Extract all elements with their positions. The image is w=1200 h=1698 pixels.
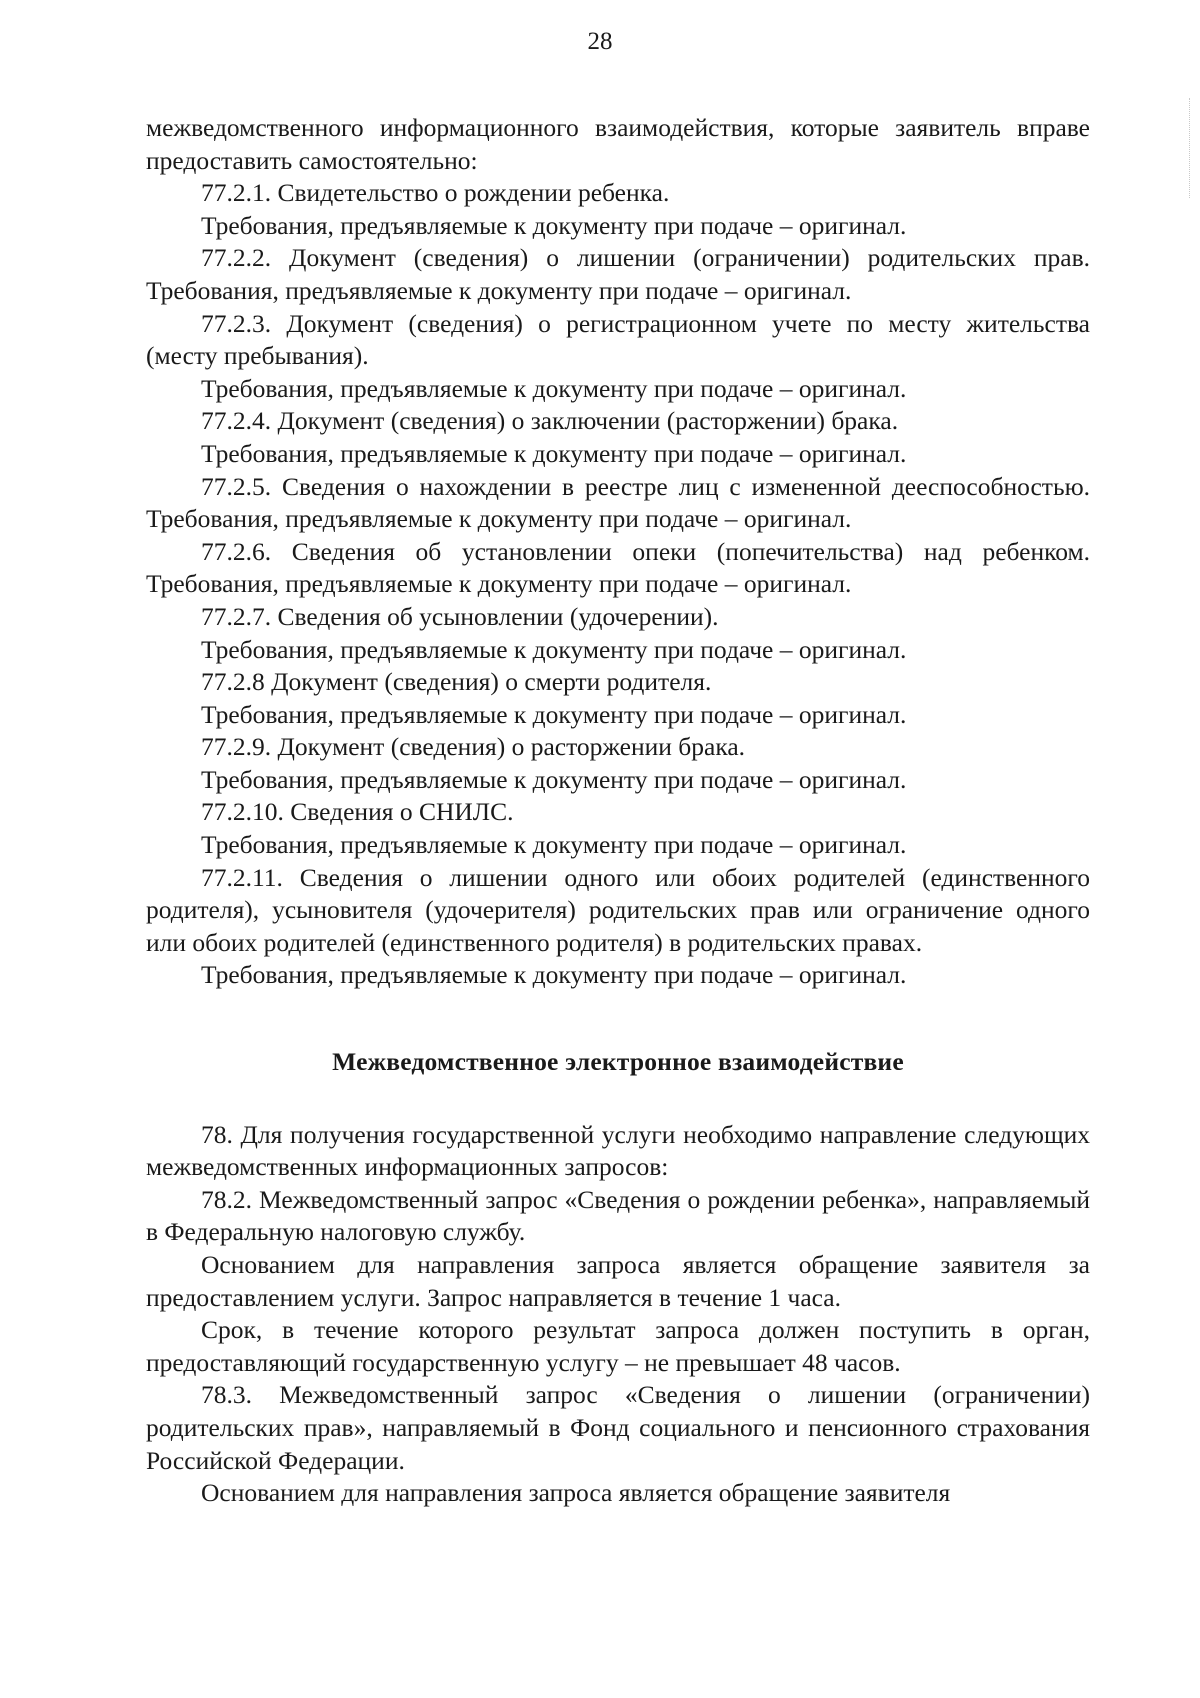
paragraph-78: 78. Для получения государственной услуги необходимо направление следующих межведомственных информационных запросов: xyxy=(146,1119,1090,1182)
list-item-77-2-9: 77.2.9. Документ (сведения) о расторжении брака. xyxy=(201,732,746,762)
requirement-text: Требования, предъявляемые к документу при подаче – оригинал. xyxy=(201,830,907,860)
list-item-77-2-4: 77.2.4. Документ (сведения) о заключении (расторжении) брака. xyxy=(201,406,899,436)
paragraph: Основанием для направления запроса является обращение заявителя xyxy=(201,1478,951,1508)
list-item-77-2-1: 77.2.1. Свидетельство о рождении ребенка. xyxy=(201,178,670,208)
list-item-77-2-6: 77.2.6. Сведения об установлении опеки (попечительства) над ребенком. Требования, предъявляемые к документу при подаче – оригинал. xyxy=(146,536,1090,599)
list-item-77-2-7: 77.2.7. Сведения об усыновлении (удочерении). xyxy=(201,601,719,631)
paragraph: межведомственного информационного взаимодействия, которые заявитель вправе предоставить самостоятельно: xyxy=(146,113,1090,175)
list-item-78-3: 78.3. Межведомственный запрос «Сведения о лишении (ограничении) родительских прав», направляемый в Фонд социального и пенсионного страхования Российской Федерации. xyxy=(146,1380,1090,1475)
requirement-text: Требования, предъявляемые к документу при подаче – оригинал. xyxy=(201,634,907,664)
list-item-77-2-2: 77.2.2. Документ (сведения) о лишении (ограничении) родительских прав. Требования, предъявляемые к документу при подаче – оригинал. xyxy=(146,243,1090,305)
requirement-text: Требования, предъявляемые к документу при подаче – оригинал. xyxy=(201,210,907,240)
section-heading: Межведомственное электронное взаимодействие xyxy=(332,1047,904,1077)
list-item-77-2-11: 77.2.11. Сведения о лишении одного или обоих родителей (единственного родителя), усыновителя (удочерителя) родительских прав или ограничение одного или обоих родителей (единственного родителя) в родительских правах. xyxy=(146,862,1090,957)
requirement-text: Требования, предъявляемые к документу при подаче – оригинал. xyxy=(201,960,907,990)
list-item-77-2-10: 77.2.10. Сведения о СНИЛС. xyxy=(201,797,514,827)
requirement-text: Требования, предъявляемые к документу при подаче – оригинал. xyxy=(201,373,907,403)
paragraph: Основанием для направления запроса является обращение заявителя за предоставлением услуги. Запрос направляется в течение 1 часа. xyxy=(146,1250,1090,1312)
list-item-77-2-3: 77.2.3. Документ (сведения) о регистрационном учете по месту жительства (месту пребывания). xyxy=(146,308,1090,371)
page-number: 28 xyxy=(587,28,613,55)
document-body xyxy=(146,112,1090,1510)
list-item-77-2-5: 77.2.5. Сведения о нахождении в реестре лиц с измененной дееспособностью. Требования, предъявляемые к документу при подаче – оригинал. xyxy=(146,471,1090,534)
list-item-78-2: 78.2. Межведомственный запрос «Сведения о рождении ребенка», направляемый в Федеральную налоговую службу. xyxy=(146,1184,1090,1247)
paragraph: Срок, в течение которого результат запроса должен поступить в орган, предоставляющий государственную услугу – не превышает 48 часов. xyxy=(146,1315,1090,1377)
list-item-77-2-8: 77.2.8 Документ (сведения) о смерти родителя. xyxy=(201,667,712,697)
requirement-text: Требования, предъявляемые к документу при подаче – оригинал. xyxy=(201,438,907,468)
requirement-text: Требования, предъявляемые к документу при подаче – оригинал. xyxy=(201,699,907,729)
margin-scan-marks xyxy=(1185,98,1190,198)
requirement-text: Требования, предъявляемые к документу при подаче – оригинал. xyxy=(201,764,907,794)
